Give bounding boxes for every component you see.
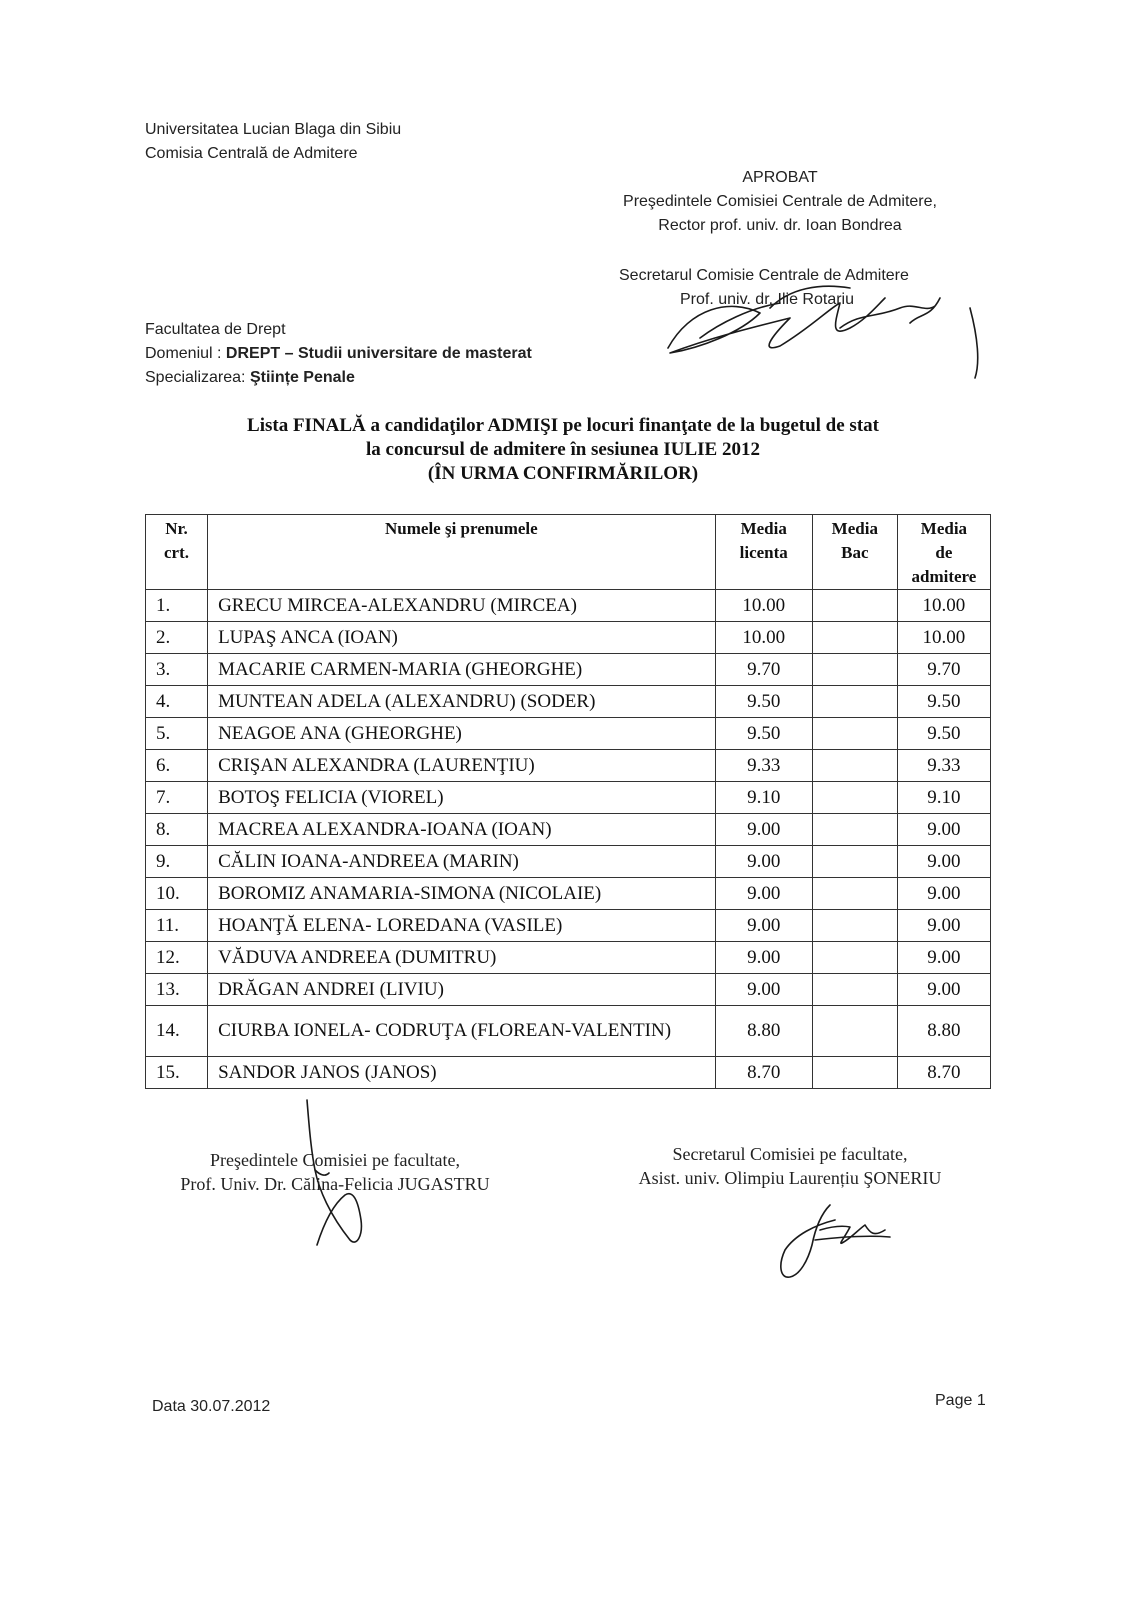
cell-nr: 5. [146, 718, 208, 750]
cell-media-licenta: 10.00 [715, 590, 812, 622]
faculty-secretary-name: Asist. univ. Olimpiu Laurențiu ŞONERIU [638, 1168, 942, 1188]
cell-name: BOROMIZ ANAMARIA-SIMONA (NICOLAIE) [208, 878, 716, 910]
cell-media-admitere: 9.00 [897, 878, 990, 910]
cell-media-licenta: 9.00 [715, 846, 812, 878]
cell-media-bac [812, 622, 897, 654]
table-row [146, 718, 991, 750]
approval-rector: Rector prof. univ. dr. Ioan Bondrea [658, 217, 902, 234]
table-row [146, 846, 991, 878]
cell-name: GRECU MIRCEA-ALEXANDRU (MIRCEA) [208, 590, 716, 622]
faculty-president-name: Prof. Univ. Dr. Călina-Felicia JUGASTRU [180, 1174, 490, 1194]
cell-media-bac [812, 974, 897, 1006]
column-header-media-bac: Media Bac [812, 515, 897, 590]
cell-name: SANDOR JANOS (JANOS) [208, 1057, 716, 1089]
cell-media-bac [812, 750, 897, 782]
column-header-nr: Nr. crt. [146, 515, 208, 590]
list-title-line2: la concursul de admitere în sesiunea IULIE 2012 [366, 439, 760, 460]
cell-nr: 11. [146, 910, 208, 942]
cell-nr: 3. [146, 654, 208, 686]
cell-name: NEAGOE ANA (GHEORGHE) [208, 718, 716, 750]
cell-media-bac [812, 654, 897, 686]
university-name: Universitatea Lucian Blaga din Sibiu [145, 121, 402, 138]
table-row [146, 590, 991, 622]
cell-nr: 1. [146, 590, 208, 622]
approval-president: Preşedintele Comisiei Centrale de Admitere, [623, 193, 937, 210]
cell-media-bac [812, 782, 897, 814]
faculty-secretary-title: Secretarul Comisiei pe facultate, [672, 1144, 908, 1164]
cell-nr: 12. [146, 942, 208, 974]
commission-name: Comisia Centrală de Admitere [145, 145, 358, 162]
cell-name: LUPAŞ ANCA (IOAN) [208, 622, 716, 654]
list-title-line1: Lista FINALĂ a candidaţilor ADMIŞI pe locuri finanţate de la bugetul de stat [247, 415, 879, 436]
cell-media-licenta: 9.70 [715, 654, 812, 686]
cell-nr: 7. [146, 782, 208, 814]
domain-label: Domeniul : [145, 345, 226, 362]
cell-media-admitere: 8.80 [897, 1006, 990, 1057]
list-title-line3: (ÎN URMA CONFIRMĂRILOR) [427, 463, 699, 484]
cell-media-licenta: 9.50 [715, 686, 812, 718]
table-row [146, 622, 991, 654]
cell-nr: 4. [146, 686, 208, 718]
secretary-signature-icon [770, 1195, 900, 1285]
cell-name: DRĂGAN ANDREI (LIVIU) [208, 974, 716, 1006]
cell-media-admitere: 9.00 [897, 846, 990, 878]
faculty-president-title: Preşedintele Comisiei pe facultate, [210, 1150, 460, 1170]
cell-name: CIURBA IONELA- CODRUŢA (FLOREAN-VALENTIN) [208, 1006, 716, 1057]
table-row [146, 782, 991, 814]
admitted-candidates-table [145, 514, 991, 1089]
cell-media-licenta: 9.33 [715, 750, 812, 782]
cell-nr: 15. [146, 1057, 208, 1089]
cell-media-bac [812, 910, 897, 942]
page-number: Page 1 [935, 1392, 986, 1409]
table-row [146, 910, 991, 942]
approval-secretary: Secretarul Comisie Centrale de Admitere [619, 267, 909, 284]
cell-media-admitere: 9.00 [897, 974, 990, 1006]
cell-name: CĂLIN IOANA-ANDREEA (MARIN) [208, 846, 716, 878]
cell-media-licenta: 9.00 [715, 814, 812, 846]
cell-nr: 8. [146, 814, 208, 846]
cell-media-licenta: 9.10 [715, 782, 812, 814]
cell-media-admitere: 9.00 [897, 942, 990, 974]
cell-media-bac [812, 878, 897, 910]
cell-name: HOANŢĂ ELENA- LOREDANA (VASILE) [208, 910, 716, 942]
table-row [146, 1006, 991, 1057]
cell-media-licenta: 9.00 [715, 878, 812, 910]
approval-secretary-name: Prof. univ. dr. Ilie Rotariu [680, 291, 854, 308]
table-row [146, 1057, 991, 1089]
cell-name: VĂDUVA ANDREEA (DUMITRU) [208, 942, 716, 974]
cell-media-licenta: 8.70 [715, 1057, 812, 1089]
cell-nr: 9. [146, 846, 208, 878]
specialization-label: Specializarea: [145, 369, 250, 386]
cell-media-licenta: 9.00 [715, 974, 812, 1006]
cell-media-licenta: 8.80 [715, 1006, 812, 1057]
cell-media-admitere: 10.00 [897, 622, 990, 654]
rector-signature-icon [660, 268, 1000, 383]
cell-media-licenta: 10.00 [715, 622, 812, 654]
faculty-name: Facultatea de Drept [145, 321, 286, 338]
cell-media-admitere: 9.10 [897, 782, 990, 814]
domain-value: DREPT – Studii universitare de masterat [225, 345, 532, 362]
cell-name: MACREA ALEXANDRA-IOANA (IOAN) [208, 814, 716, 846]
table-row [146, 654, 991, 686]
cell-media-admitere: 9.33 [897, 750, 990, 782]
table-row [146, 878, 991, 910]
cell-media-licenta: 9.00 [715, 910, 812, 942]
cell-media-bac [812, 846, 897, 878]
specialization-value: Ştiințe Penale [249, 369, 355, 386]
column-header-name: Numele şi prenumele [208, 515, 716, 590]
cell-name: MUNTEAN ADELA (ALEXANDRU) (SODER) [208, 686, 716, 718]
cell-media-admitere: 9.50 [897, 718, 990, 750]
cell-media-bac [812, 942, 897, 974]
table-row [146, 974, 991, 1006]
table-row [146, 686, 991, 718]
column-header-media-admitere: Media de admitere [897, 515, 990, 590]
cell-media-bac [812, 718, 897, 750]
cell-name: BOTOŞ FELICIA (VIOREL) [208, 782, 716, 814]
cell-media-bac [812, 1057, 897, 1089]
cell-nr: 6. [146, 750, 208, 782]
cell-media-bac [812, 1006, 897, 1057]
cell-media-admitere: 8.70 [897, 1057, 990, 1089]
cell-media-bac [812, 686, 897, 718]
table-row [146, 942, 991, 974]
cell-media-admitere: 10.00 [897, 590, 990, 622]
cell-media-admitere: 9.00 [897, 910, 990, 942]
document-date: Data 30.07.2012 [152, 1398, 271, 1415]
table-row [146, 814, 991, 846]
cell-media-admitere: 9.50 [897, 686, 990, 718]
president-signature-icon [295, 1095, 385, 1255]
cell-nr: 2. [146, 622, 208, 654]
cell-name: CRIŞAN ALEXANDRA (LAURENŢIU) [208, 750, 716, 782]
cell-nr: 14. [146, 1006, 208, 1057]
column-header-media-licenta: Media licenta [715, 515, 812, 590]
cell-nr: 13. [146, 974, 208, 1006]
cell-media-bac [812, 814, 897, 846]
cell-name: MACARIE CARMEN-MARIA (GHEORGHE) [208, 654, 716, 686]
cell-media-admitere: 9.00 [897, 814, 990, 846]
approval-label: APROBAT [742, 169, 818, 186]
cell-media-admitere: 9.70 [897, 654, 990, 686]
cell-media-licenta: 9.00 [715, 942, 812, 974]
table-row [146, 750, 991, 782]
cell-nr: 10. [146, 878, 208, 910]
cell-media-licenta: 9.50 [715, 718, 812, 750]
cell-media-bac [812, 590, 897, 622]
